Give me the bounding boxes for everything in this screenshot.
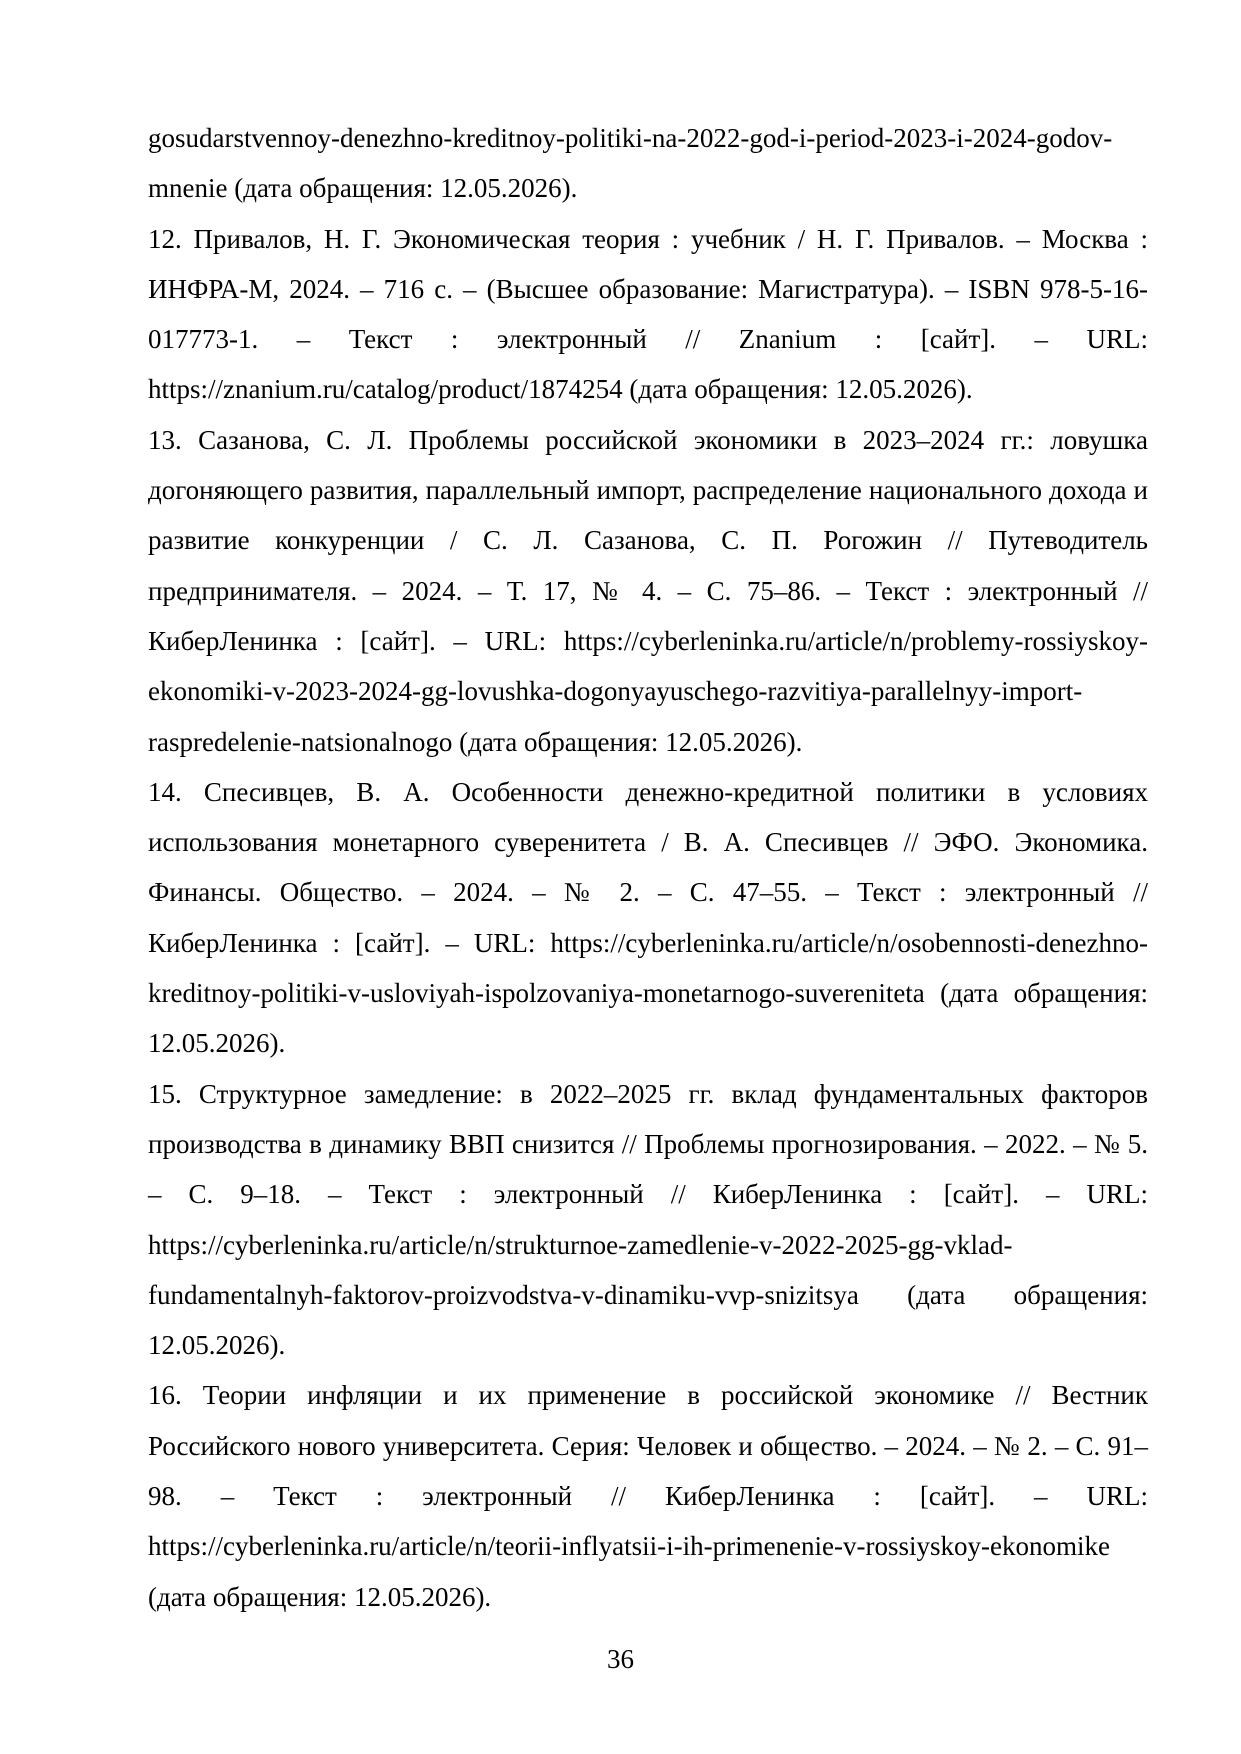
bibliography-entry-15: 15. Структурное замедление: в 2022–2025 гг. вклад фундаментальных факторов производства в динамику ВВП снизится // Проблемы прогнозирования. – 2022. – № 5. – С. 9–18. – Текст : электронный // КиберЛенинка : [сайт]. – URL: https://cyberleninka.ru/article/n/strukturnoe-zamedlenie-v-2022-2025-gg-vklad-fundamentalnyh-faktorov-proizvodstva-v-dinamiku-vvp-snizitsya (дата обращения: 12.05.2026).	[148, 1078, 1148, 1361]
bibliography-entry-11-continuation: gosudarstvennoy-denezhno-kreditnoy-politiki-na-2022-god-i-period-2023-i-2024-godov-mnenie (дата обращения: 12.05.2026).	[148, 123, 1113, 204]
bibliography-entry-12: 12. Привалов, Н. Г. Экономическая теория : учебник / Н. Г. Привалов. – Москва : ИНФРА-М, 2024. – 716 с. – (Высшее образование: Магистратура). – ISBN 978-5-16-017773-1. – Текст : электронный // Znanium : [сайт]. – URL: https://znanium.ru/catalog/product/1874254 (дата обращения: 12.05.2026).	[148, 223, 1148, 405]
bibliography-entry-16: 16. Теории инфляции и их применение в российской экономике // Вестник Российского нового университета. Серия: Человек и общество. – 2024. – № 2. – С. 91–98. – Текст : электронный // КиберЛенинка : [сайт]. – URL: https://cyberleninka.ru/article/n/teorii-inflyatsii-i-ih-primenenie-v-rossiyskoy-ekonomike (дата обращения: 12.05.2026).	[148, 1380, 1148, 1612]
page-number: 36	[607, 1644, 634, 1674]
bibliography-entry-13: 13. Сазанова, С. Л. Проблемы российской экономики в 2023–2024 гг.: ловушка догоняющего развития, параллельный импорт, распределение национального дохода и развитие конкуренции / С. Л. Сазанова, С. П. Рогожин // Путеводитель предпринимателя. – 2024. – Т. 17, № 4. – С. 75–86. – Текст : электронный // КиберЛенинка : [сайт]. – URL: https://cyberleninka.ru/article/n/problemy-rossiyskoy-ekonomiki-v-2023-2024-gg-lovushka-dogonyayuschego-razvitiya-parallelnyy-import-raspredelenie-natsionalnogo (дата обращения: 12.05.2026).	[148, 424, 1148, 757]
bibliography-entry-14: 14. Спесивцев, В. А. Особенности денежно-кредитной политики в условиях использования монетарного суверенитета / В. А. Спесивцев // ЭФО. Экономика. Финансы. Общество. – 2024. – № 2. – С. 47–55. – Текст : электронный // КиберЛенинка : [сайт]. – URL: https://cyberleninka.ru/article/n/osobennosti-denezhno-kreditnoy-politiki-v-usloviyah-ispolzovaniya-monetarnogo-suvereniteta (дата обращения: 12.05.2026).	[148, 776, 1148, 1059]
bibliography-list	[148, 113, 1148, 1622]
